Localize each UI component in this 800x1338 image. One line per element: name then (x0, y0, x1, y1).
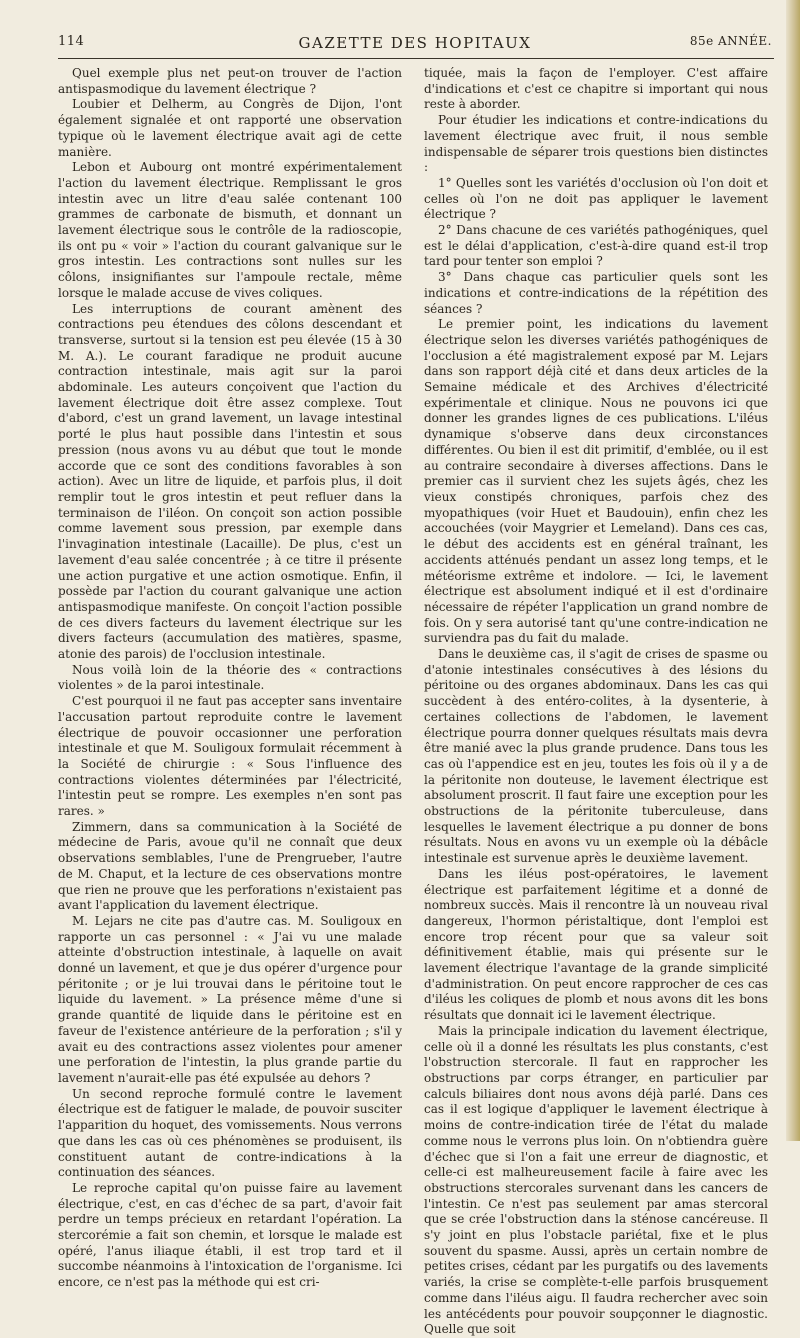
paragraph: C'est pourquoi il ne faut pas accepter sans inventaire l'accusation partout reproduite contre le lavement électrique de pouvoir occasionner une perforation intestinale et que M. Souligoux formulait récemment à la Société de chirurgie : « Sous l'influence des contractions violentes déterminées par l'électricité, l'intestin peut se rompre. Les exemples n'en sont pas rares. » (58, 694, 402, 819)
paragraph: Quel exemple plus net peut-on trouver de l'action antispasmodique du lavement électrique ? (58, 66, 402, 96)
paragraph: Nous voilà loin de la théorie des « contractions violentes » de la paroi intestinale. (58, 662, 402, 693)
paragraph: Mais la principale indication du lavement électrique, celle où il a donné les résultats les plus constants, c'est l'obstruction stercorale. Il faut en rapprocher les obstructions par corps étranger, en particulier par calculs biliaires dont nous avons déjà parlé. Dans ces cas il est logique d'appliquer le lavement électrique à moins de contre-indication tirée de l'état du malade comme nous le verrons plus loin. On n'obtiendra guère d'échec que si l'on a fait une erreur de diagnostic, et celle-ci est malheureusement facile à faire avec les obstructions stercorales survenant dans les cancers de l'intestin. Ce n'est pas seulement par amas stercoral que se crée l'obstruction dans la sténose cancéreuse. Il s'y joint en plus l'obstacle pariétal, fixe et le plus souvent du spasme. Aussi, après un certain nombre de petites crises, cédant par les purgatifs ou des lavements variés, la crise se complète-t-elle parfois brusquement comme dans l'iléus aigu. Il faudra rechercher avec soin les antécédents pour pouvoir soupçonner le diagnostic. Quelle que soit (424, 1023, 768, 1337)
right-column (424, 66, 768, 1337)
paragraph: Dans les iléus post-opératoires, le lavement électrique est parfaitement légitime et a donné de nombreux succès. Mais il rencontre là un nouveau rival dangereux, l'hormon péristaltique, dont l'emploi est encore trop récent pour que sa valeur soit définitivement établie, mais qui présente sur le lavement électrique l'avantage de la grande simplicité d'administration. On peut encore rapprocher de ces cas d'iléus les coliques de plomb et nous avons dit les bons résultats que donnait ici le lavement électrique. (424, 866, 768, 1023)
paragraph: Pour étudier les indications et contre-indications du lavement électrique avec fruit, il nous semble indispensable de séparer trois questions bien distinctes : (424, 113, 768, 175)
paragraph: Zimmern, dans sa communication à la Société de médecine de Paris, avoue qu'il ne connaît que deux observations semblables, l'une de Prengrueber, l'autre de M. Chaput, et la lecture de ces observations montre que rien ne prouve que les perforations n'existaient pas avant l'application du lavement électrique. (58, 819, 402, 913)
paragraph: 1° Quelles sont les variétés d'occlusion où l'on doit et celles où l'on ne doit pas appliquer le lavement électrique ? (424, 175, 768, 222)
paragraph: M. Lejars ne cite pas d'autre cas. M. Souligoux en rapporte un cas personnel : « J'ai vu une malade atteinte d'obstruction intestinale, à laquelle on avait donné un lavement, et que je dus opérer d'urgence pour péritonite ; or je lui trouvai dans le péritoine tout le liquide du lavement. » La présence même d'une si grande quantité de liquide dans le péritoine est en faveur de l'existence antérieure de la perforation ; s'il y avait eu des contractions assez violentes pour amener une perforation de l'intestin, la plus grande partie du lavement n'aurait-elle pas été expulsée au dehors ? (58, 913, 402, 1085)
paragraph: Loubier et Delherm, au Congrès de Dijon, l'ont également signalée et ont rapporté une observation typique où le lavement électrique avait agi de cette manière. (58, 97, 402, 159)
issue-label: 85e ANNÉE. (689, 34, 772, 48)
header-rule (58, 58, 774, 59)
page-header (58, 34, 772, 56)
paragraph: Les interruptions de courant amènent des contractions peu étendues des côlons descendant et transverse, surtout si la tension est peu élevée (15 à 30 M. A.). Le courant faradique ne produit aucune contraction intestinale, mais agit sur la paroi abdominale. Les auteurs conçoivent que l'action du lavement électrique doit être assez complexe. Tout d'abord, c'est un grand lavement, un lavage intestinal porté le plus haut possible dans l'intestin et sous pression (nous avons vu au début que tout le monde accorde que ce sont des conditions favorables à son action). Avec un litre de liquide, et parfois plus, il doit remplir tout le gros intestin et peut refluer dans la terminaison de l'iléon. On conçoit son action possible comme lavement sous pression, par exemple dans l'invagination intestinale (Lacaille). De plus, c'est un lavement d'eau salée concentrée ; à ce titre il présente une action purgative et une action osmotique. Enfin, il possède par l'action du courant galvanique une action antispasmodique manifeste. On conçoit l'action possible de ces divers facteurs du lavement électrique sur les divers facteurs (accumulation des matières, spasme, atonie des parois) de l'occlusion intestinale. (58, 301, 402, 662)
page-edge (786, 0, 800, 1141)
paragraph: tiquée, mais la façon de l'employer. C'est affaire d'indications et c'est ce chapitre si important qui nous reste à aborder. (424, 66, 768, 112)
paragraph: Dans le deuxième cas, il s'agit de crises de spasme ou d'atonie intestinales consécutives à des lésions du péritoine ou des organes abdominaux. Dans les cas qui succèdent à des entéro-colites, à la dysenterie, à certaines collections de l'abdomen, le lavement électrique pourra donner quelques résultats mais devra être manié avec la plus grande prudence. Dans tous les cas où l'appendice est en jeu, toutes les fois où il y a de la péritonite non douteuse, le lavement électrique est absolument proscrit. Il faut faire une exception pour les obstructions de la péritonite tuberculeuse, dans lesquelles le lavement électrique a pu donner de bons résultats. Nous en avons vu un exemple où la débâcle intestinale est survenue après le deuxième lavement. (424, 647, 768, 866)
paragraph: 2° Dans chacune de ces variétés pathogéniques, quel est le délai d'application, c'est-à-dire quand est-il trop tard pour tenter son emploi ? (424, 223, 768, 269)
page-number: 114 (58, 34, 85, 49)
paragraph: Le premier point, les indications du lavement électrique selon les diverses variétés pathogéniques de l'occlusion a été magistralement exposé par M. Lejars dans son rapport déjà cité et dans deux articles de la Semaine médicale et des Archives d'électricité expérimentale et clinique. Nous ne pouvons ici que donner les grandes lignes de ces publications. L'iléus dynamique s'observe dans deux circonstances différentes. Ou bien il est dit primitif, d'emblée, ou il est au contraire secondaire à diverses affections. Dans le premier cas il survient chez les sujets âgés, chez les vieux constipés chroniques, parfois chez des myopathiques (voir Huet et Baudouin), enfin chez les accouchées (voir Maygrier et Lemeland). Dans ces cas, le début des accidents est en général traînant, les accidents atténués pendant un assez long temps, et le météorisme extrême et indolore. — Ici, le lavement électrique est absolument indiqué et il est d'ordinaire nécessaire de répéter l'application un grand nombre de fois. On y sera autorisé tant qu'une contre-indication ne surviendra pas du fait du malade. (424, 317, 768, 646)
paragraph: Le reproche capital qu'on puisse faire au lavement électrique, c'est, en cas d'échec de sa part, d'avoir fait perdre un temps précieux en retardant l'opération. La stercorémie a fait son chemin, et lorsque le malade est opéré, l'anus iliaque établi, il est trop tard et il succombe néanmoins à l'intoxication de l'organisme. Ici encore, ce n'est pas la méthode qui est cri- (58, 1180, 402, 1290)
paragraph: Un second reproche formulé contre le lavement électrique est de fatiguer le malade, de pouvoir susciter l'apparition du hoquet, des vomissements. Nous verrons que dans les cas où ces phénomènes se produisent, ils constituent autant de contre-indications à la continuation des séances. (58, 1086, 402, 1180)
journal-title: GAZETTE DES HOPITAUX (298, 34, 532, 52)
left-column (58, 66, 402, 1290)
paragraph: 3° Dans chaque cas particulier quels sont les indications et contre-indications de la répétition des séances ? (424, 270, 768, 316)
paragraph: Lebon et Aubourg ont montré expérimentalement l'action du lavement électrique. Remplissant le gros intestin avec un litre d'eau salée contenant 100 grammes de carbonate de bismuth, et donnant un lavement électrique sous le contrôle de la radioscopie, ils ont pu « voir » l'action du courant galvanique sur le gros intestin. Les contractions sont nulles sur les côlons, insignifiantes sur l'ampoule rectale, même lorsque le malade accuse de vives coliques. (58, 160, 402, 300)
